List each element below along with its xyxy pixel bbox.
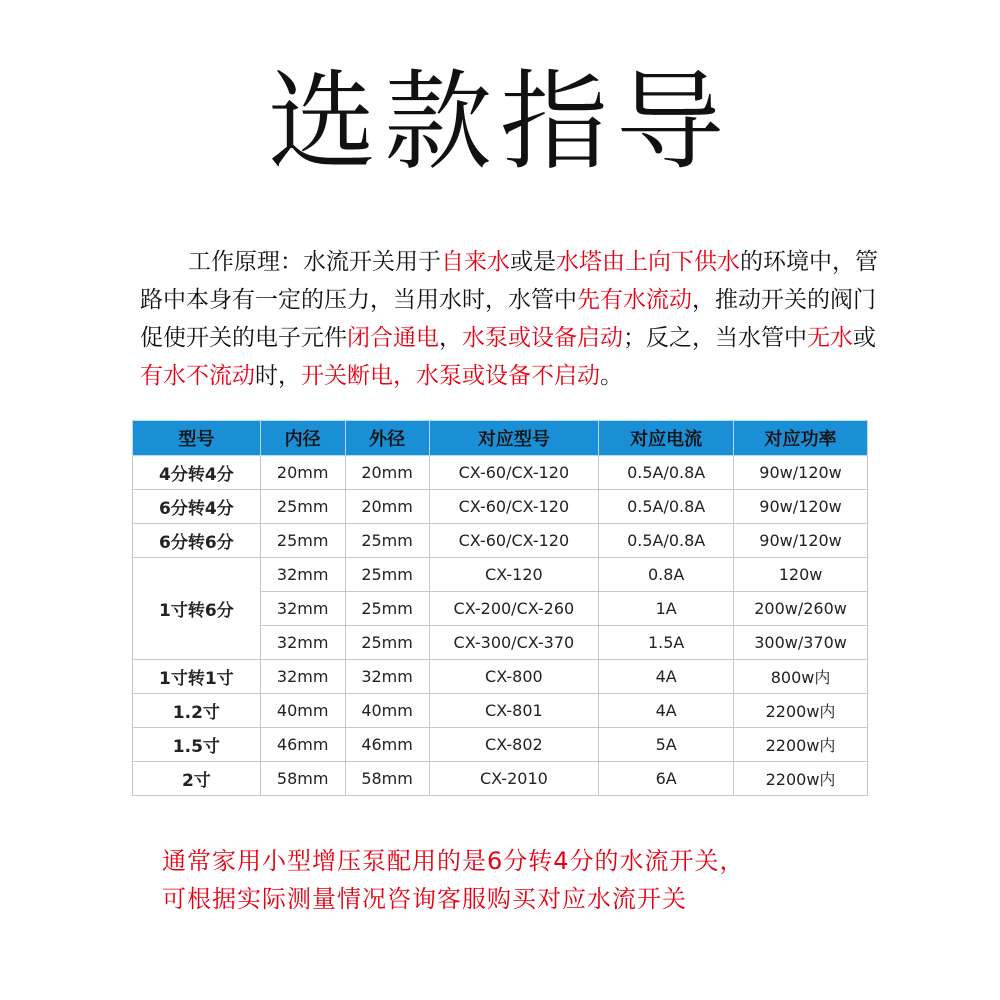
model-cell: 6分转6分 (133, 524, 261, 558)
outer-diameter-cell: 25mm (345, 626, 429, 660)
outer-diameter-cell: 40mm (345, 694, 429, 728)
inner-diameter-cell: 32mm (260, 626, 345, 660)
matching-model-cell: CX-200/CX-260 (429, 592, 599, 626)
power-cell: 300w/370w (734, 626, 868, 660)
table-row (133, 524, 868, 558)
inner-diameter-cell: 58mm (260, 762, 345, 796)
header-outer-diameter: 外径 (345, 421, 429, 456)
inner-diameter-cell: 46mm (260, 728, 345, 762)
inner-diameter-cell: 25mm (260, 490, 345, 524)
matching-model-cell: CX-120 (429, 558, 599, 592)
intro-highlight: 水塔由上向下供水 (556, 249, 740, 275)
matching-model-cell: CX-802 (429, 728, 599, 762)
matching-model-cell: CX-2010 (429, 762, 599, 796)
header-inner-diameter: 内径 (260, 421, 345, 456)
inner-diameter-cell: 32mm (260, 592, 345, 626)
current-cell: 0.5A/0.8A (599, 456, 734, 490)
current-cell: 0.8A (599, 558, 734, 592)
matching-model-cell: CX-60/CX-120 (429, 456, 599, 490)
current-cell: 0.5A/0.8A (599, 490, 734, 524)
current-cell: 5A (599, 728, 734, 762)
matching-model-cell: CX-800 (429, 660, 599, 694)
footer-line: 可根据实际测量情况咨询客服购买对应水流开关 (162, 885, 687, 913)
intro-text: ；反之，当水管中 (623, 325, 807, 351)
model-cell: 1寸转1寸 (133, 660, 261, 694)
current-cell: 1A (599, 592, 734, 626)
header-matching-model: 对应型号 (429, 421, 599, 456)
intro-text: 的环境中，管路中本身有一定的压力，当用水时，水管中 (140, 249, 878, 313)
current-cell: 4A (599, 660, 734, 694)
model-cell: 1寸转6分 (133, 558, 261, 660)
intro-text: 或 (853, 325, 876, 351)
table-row (133, 660, 868, 694)
intro-highlight: 有水不流动 (140, 363, 255, 389)
table-row (133, 558, 868, 592)
header-current: 对应电流 (599, 421, 734, 456)
table-row (133, 694, 868, 728)
intro-highlight: 闭合通电 (347, 325, 439, 351)
table-row (133, 728, 868, 762)
outer-diameter-cell: 32mm (345, 660, 429, 694)
outer-diameter-cell: 58mm (345, 762, 429, 796)
power-cell: 200w/260w (734, 592, 868, 626)
matching-model-cell: CX-801 (429, 694, 599, 728)
table-row (133, 456, 868, 490)
outer-diameter-cell: 46mm (345, 728, 429, 762)
power-cell: 2200w内 (734, 728, 868, 762)
outer-diameter-cell: 25mm (345, 558, 429, 592)
intro-text: ， (439, 325, 462, 351)
current-cell: 0.5A/0.8A (599, 524, 734, 558)
inner-diameter-cell: 20mm (260, 456, 345, 490)
intro-text: 或是 (510, 249, 556, 275)
inner-diameter-cell: 32mm (260, 558, 345, 592)
outer-diameter-cell: 25mm (345, 524, 429, 558)
header-power: 对应功率 (734, 421, 868, 456)
header-model: 型号 (133, 421, 261, 456)
table-header-row (133, 421, 868, 456)
matching-model-cell: CX-60/CX-120 (429, 524, 599, 558)
selection-table (132, 420, 868, 796)
model-cell: 1.5寸 (133, 728, 261, 762)
outer-diameter-cell: 25mm (345, 592, 429, 626)
power-cell: 2200w内 (734, 762, 868, 796)
working-principle-paragraph (140, 243, 880, 395)
intro-text: 时， (255, 363, 301, 389)
model-cell: 6分转4分 (133, 490, 261, 524)
outer-diameter-cell: 20mm (345, 456, 429, 490)
intro-highlight: 无水 (807, 325, 853, 351)
inner-diameter-cell: 25mm (260, 524, 345, 558)
outer-diameter-cell: 20mm (345, 490, 429, 524)
model-cell: 1.2寸 (133, 694, 261, 728)
power-cell: 2200w内 (734, 694, 868, 728)
current-cell: 4A (599, 694, 734, 728)
footer-line: 通常家用小型增压泵配用的是6分转4分的水流开关， (162, 847, 745, 875)
table-body (133, 456, 868, 796)
table-row (133, 490, 868, 524)
inner-diameter-cell: 32mm (260, 660, 345, 694)
page-title: 选款指导 (267, 60, 732, 185)
power-cell: 90w/120w (734, 524, 868, 558)
model-cell: 4分转4分 (133, 456, 261, 490)
matching-model-cell: CX-60/CX-120 (429, 490, 599, 524)
model-cell: 2寸 (133, 762, 261, 796)
intro-highlight: 开关断电，水泵或设备不启动 (301, 363, 600, 389)
matching-model-cell: CX-300/CX-370 (429, 626, 599, 660)
intro-highlight: 水泵或设备启动 (462, 325, 623, 351)
current-cell: 6A (599, 762, 734, 796)
intro-highlight: 自来水 (441, 249, 510, 275)
inner-diameter-cell: 40mm (260, 694, 345, 728)
power-cell: 120w (734, 558, 868, 592)
power-cell: 800w内 (734, 660, 868, 694)
table-row (133, 762, 868, 796)
intro-text: 工作原理：水流开关用于 (188, 249, 441, 275)
current-cell: 1.5A (599, 626, 734, 660)
intro-text: ，推动开关的阀门促使开关的电子元件 (140, 287, 876, 351)
intro-text: 。 (600, 363, 623, 389)
power-cell: 90w/120w (734, 490, 868, 524)
intro-highlight: 先有水流动 (577, 287, 692, 313)
footer-note (162, 842, 882, 918)
power-cell: 90w/120w (734, 456, 868, 490)
